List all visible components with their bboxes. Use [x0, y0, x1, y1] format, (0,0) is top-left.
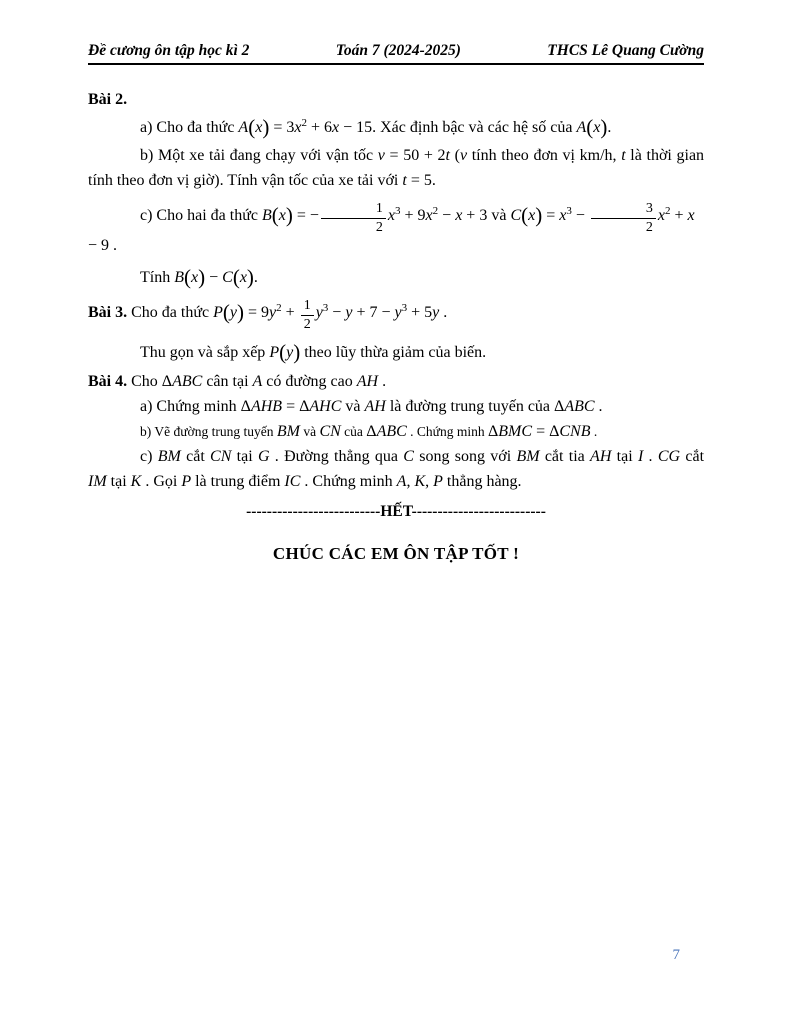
math-run: = 50 + 2 — [384, 147, 446, 165]
math-run: , — [406, 472, 415, 490]
math-run: A — [396, 472, 407, 490]
header-title: Đề cương ôn tập học kì 2 — [88, 42, 250, 59]
text-run: ( — [248, 115, 256, 140]
bai2-tinh — [88, 267, 704, 289]
math-run: y — [229, 304, 238, 322]
math-run: x — [425, 207, 433, 225]
math-run: A — [238, 119, 249, 137]
math-run: ABC — [172, 372, 203, 390]
bai2b-line2 — [88, 170, 704, 192]
math-run: CG — [657, 447, 681, 465]
text-run: b) Vẽ đường trung tuyến — [140, 423, 277, 439]
math-run: IC — [284, 472, 301, 490]
math-run: x — [455, 207, 463, 225]
text-run: thẳng hàng. — [442, 472, 522, 490]
document-content — [88, 89, 704, 493]
math-run: Δ — [240, 397, 251, 415]
text-run: . Chứng minh — [300, 472, 397, 490]
math-run: − — [571, 207, 589, 225]
math-run: P — [213, 304, 223, 322]
math-run: x — [331, 119, 340, 137]
math-run: C — [510, 207, 522, 225]
text-run: c) Cho hai đa thức — [140, 207, 262, 225]
math-run: BM — [276, 422, 300, 440]
math-run: A — [252, 372, 263, 390]
text-run: của — [340, 423, 367, 439]
text-run: 2 — [276, 302, 282, 315]
end-divider — [88, 501, 704, 522]
text-run: . Chứng minh — [406, 423, 488, 439]
header-subject: Toán 7 (2024-2025) — [335, 42, 461, 59]
math-run: C — [222, 269, 233, 287]
text-run: . — [378, 372, 387, 390]
math-run: x — [657, 207, 665, 225]
text-run: . — [643, 447, 658, 465]
math-run: AHC — [309, 397, 342, 415]
math-run: y — [432, 304, 440, 322]
text-run: Cho — [127, 372, 162, 390]
text-run: . Gọi — [141, 472, 182, 490]
text-run: tại — [231, 447, 258, 465]
math-run: v — [377, 147, 385, 165]
text-run: ) — [535, 203, 543, 228]
math-run: v — [459, 147, 468, 165]
text-run: ) — [237, 300, 245, 325]
text-run: tính theo đơn vị km/h, — [467, 147, 622, 165]
math-run: CNB — [559, 422, 591, 440]
math-run: Δ — [554, 397, 565, 415]
math-run: + 3 — [462, 207, 488, 225]
text-run: Bài 2. — [88, 91, 128, 108]
text-run: 3 — [322, 302, 329, 315]
math-run: x — [255, 119, 263, 137]
text-run: Cho đa thức — [127, 304, 214, 322]
math-run: y — [269, 304, 277, 322]
math-run: AH — [590, 447, 612, 465]
text-run: và — [341, 397, 365, 415]
math-run: , — [425, 472, 434, 490]
math-run: = Δ — [282, 397, 310, 415]
text-run: 3 — [401, 302, 408, 315]
math-run: + 5 — [407, 304, 433, 322]
math-run: = 3 — [269, 119, 295, 137]
fraction: $\frac{1}{2}$ — [301, 299, 314, 332]
text-run: có đường cao — [262, 372, 357, 390]
math-run: Δ — [487, 422, 499, 440]
text-run: ( — [271, 203, 279, 228]
text-run: tính theo đơn vị giờ). Tính vận tốc của xe tải với — [88, 172, 403, 190]
text-run: ( — [279, 340, 287, 365]
math-run: t — [621, 147, 626, 165]
text-run: theo lũy thừa giảm của biến. — [300, 344, 487, 362]
math-run: x — [387, 207, 396, 225]
page-header — [88, 42, 704, 65]
bai3-heading — [88, 299, 704, 332]
header-school: THCS Lê Quang Cường — [547, 42, 704, 59]
math-run: CN — [319, 422, 341, 440]
text-run: Thu gọn và sắp xếp — [140, 344, 270, 362]
math-run: CN — [210, 447, 232, 465]
math-run: A — [576, 119, 587, 137]
math-run: + — [281, 304, 299, 322]
math-run: y — [315, 304, 323, 322]
math-run: y — [345, 304, 353, 322]
math-run: t — [445, 147, 450, 165]
math-run: AH — [356, 372, 379, 390]
math-run: x — [191, 269, 199, 287]
math-run: − — [328, 304, 346, 322]
math-run: − 15 — [339, 119, 373, 137]
bai2c — [88, 202, 704, 257]
math-run: − 9 — [88, 237, 110, 255]
text-run: ( — [586, 115, 594, 140]
text-run: ) — [198, 265, 206, 290]
math-run: x — [593, 119, 601, 137]
math-run: + 7 − — [352, 304, 395, 322]
text-run: ( — [184, 265, 191, 290]
math-run: y — [286, 344, 294, 362]
math-run: BM — [516, 447, 540, 465]
bai4-heading — [88, 371, 704, 393]
text-run: 2 — [665, 205, 671, 218]
text-run: 3 — [395, 205, 401, 218]
math-run: BMC — [498, 422, 533, 440]
math-run: t — [402, 172, 407, 190]
text-run: cắt — [180, 447, 211, 465]
text-run: a) Cho đa thức — [140, 119, 239, 137]
end-divider-word: HẾT — [380, 502, 412, 520]
text-run: ( — [232, 265, 240, 290]
text-run: là thời gian — [625, 147, 705, 165]
end-divider-dashes-left: -------------------------- — [246, 502, 381, 520]
math-run: + 9 — [400, 207, 426, 225]
bai2-heading — [88, 89, 704, 111]
bai4b — [88, 421, 704, 443]
math-run: BM — [157, 447, 181, 465]
math-run: Δ — [366, 422, 377, 440]
text-run: cắt — [680, 447, 705, 465]
math-run: Δ — [161, 372, 173, 390]
text-run: ) — [600, 115, 608, 140]
text-run: . — [109, 237, 118, 255]
math-run: y — [394, 304, 402, 322]
text-run: 2 — [301, 117, 307, 130]
math-run: C — [403, 447, 414, 465]
text-run: là trung điểm — [191, 472, 285, 490]
math-run: ABC — [376, 422, 407, 440]
math-run: AH — [364, 397, 386, 415]
text-run: 2 — [432, 205, 439, 218]
bai3-line2 — [88, 342, 704, 364]
math-run: + — [670, 207, 688, 225]
text-run: Bài 4. — [88, 372, 128, 390]
text-run: . Xác định bậc và các hệ số của — [372, 119, 577, 137]
math-run: x — [528, 207, 536, 225]
math-run: IM — [88, 472, 107, 490]
text-run: . Đường thẳng qua — [269, 447, 404, 465]
text-run: a) Chứng minh — [140, 397, 241, 415]
text-run: cắt tia — [539, 447, 591, 465]
math-run: x — [239, 269, 247, 287]
math-run: = Δ — [532, 422, 560, 440]
math-run: x — [687, 207, 695, 225]
math-run: P — [433, 472, 443, 490]
closing-message: CHÚC CÁC EM ÔN TẬP TỐT ! — [272, 544, 520, 564]
text-run: . — [594, 397, 603, 415]
math-run: = 5 — [406, 172, 432, 190]
text-run: ) — [285, 203, 293, 228]
text-run: ) — [246, 265, 254, 290]
text-run: Tính — [140, 269, 175, 287]
math-run: P — [269, 344, 280, 362]
math-run: B — [174, 269, 184, 287]
bai2a — [88, 117, 704, 139]
text-run: Bài 3. — [88, 304, 128, 322]
math-run: − — [205, 269, 223, 287]
math-run: x — [294, 119, 302, 137]
text-run: và — [299, 423, 320, 439]
fraction: $\frac{3}{2}$ — [591, 202, 656, 235]
text-run: b) Một xe tải đang chạy với vận tốc — [140, 147, 378, 165]
text-run: ) — [262, 115, 270, 140]
math-run: = — [542, 207, 560, 225]
math-run: x — [559, 207, 567, 225]
text-run: . — [590, 423, 598, 439]
bai2b-line1 — [88, 145, 704, 167]
math-run: = − — [292, 207, 319, 225]
math-run: I — [637, 447, 644, 465]
math-run: ABC — [564, 397, 595, 415]
bai4c-line1 — [88, 446, 704, 468]
text-run: là đường trung tuyến của — [385, 397, 555, 415]
text-run: cân tại — [202, 372, 253, 390]
math-run: + 6 — [306, 119, 332, 137]
text-run: ( — [222, 300, 230, 325]
text-run: tại — [106, 472, 131, 490]
math-run: − — [438, 207, 456, 225]
text-run: . — [253, 269, 258, 287]
text-run: 3 — [566, 205, 572, 218]
math-run: B — [261, 207, 272, 225]
text-run: tại — [611, 447, 638, 465]
bai4a — [88, 396, 704, 418]
text-run: ( — [449, 147, 460, 165]
text-run: ( — [521, 203, 529, 228]
text-run: c) — [140, 447, 158, 465]
text-run: và — [487, 207, 511, 225]
math-run: x — [278, 207, 286, 225]
text-run: ) — [293, 340, 301, 365]
math-run: P — [181, 472, 192, 490]
bai4c-line2 — [88, 471, 704, 493]
text-run: . — [607, 119, 612, 137]
fraction: $\frac{1}{2}$ — [321, 202, 386, 235]
end-divider-dashes-right: -------------------------- — [411, 502, 546, 520]
math-run: G — [257, 447, 270, 465]
text-run: song song với — [413, 447, 517, 465]
text-run: . — [431, 172, 436, 190]
text-run: . — [439, 304, 448, 322]
math-run: = 9 — [244, 304, 270, 322]
page-number: 7 — [672, 947, 680, 963]
math-run: K — [130, 472, 142, 490]
math-run: K — [414, 472, 426, 490]
math-run: AHB — [250, 397, 283, 415]
